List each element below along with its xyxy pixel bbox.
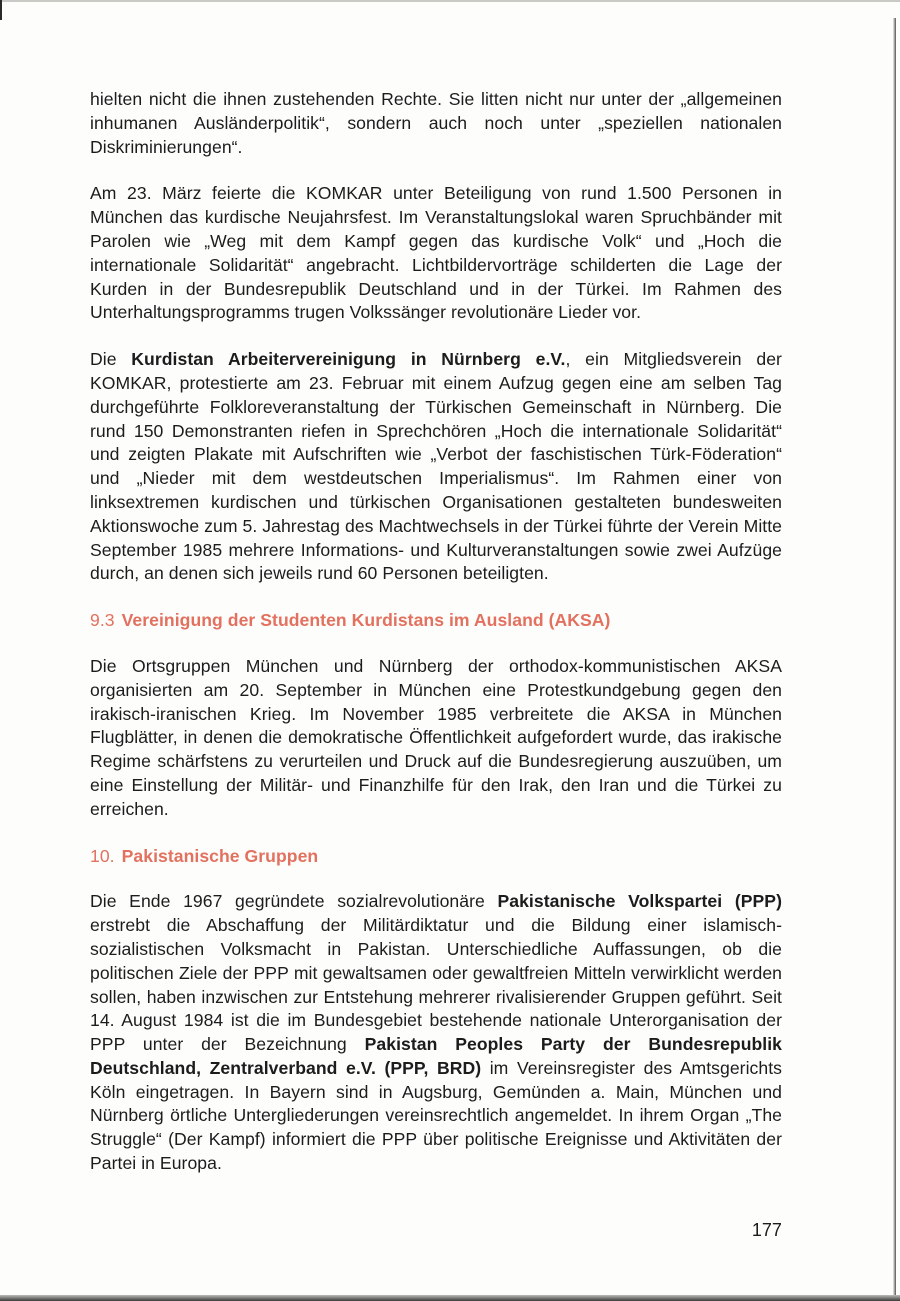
paragraph-text: Am 23. März feierte die KOMKAR unter Beteiligung von rund 1.500 Personen in München das kurdische Neujahrsfest. Im Veranstaltungslokal waren Spruchbänder mit Parolen wie „Weg mit dem Kampf gegen das kurdische Volk“ und „Hoch die internationale Solidarität“ angebracht. Lichtbildervorträge schilderten die Lage der Kurden in der Bundesrepublik Deutschland und in der Türkei. Im Rahmen des Unterhaltungsprogramms trugen Volkssänger revolutionäre Lieder vor. [90, 183, 782, 323]
paragraph-text: erstrebt die Abschaffung der Militärdiktatur und die Bildung einer islamisch-sozialistischen Volksmacht in Pakistan. Unterschiedliche Auffassungen, ob die politischen Ziele der PPP mit gewaltsamen oder gewaltfreien Mitteln verwirklicht werden sollen, haben inzwischen zur Entstehung mehrerer rivalisierender Gruppen geführt. Seit 14. August 1984 ist die im Bundesgebiet bestehende nationale Unterorganisation der PPP unter der Bezeichnung [90, 915, 782, 1055]
paragraph-text-intro: Die [90, 349, 132, 370]
organization-name-bold: Pakistan Peoples Party der Bundesrepublik Deutschland, Zentralverband e.V. (PPP, BRD) [90, 1034, 782, 1078]
page-edge-right [893, 18, 896, 1301]
paragraph-aksa [90, 655, 782, 822]
section-number: 9.3 [90, 610, 115, 631]
organization-name-bold: Pakistanische Volkspartei (PPP) [497, 891, 782, 912]
paragraph-text: hielten nicht die ihnen zustehenden Rechte. Sie litten nicht nur unter der „allgemeinen inhumanen Ausländerpolitik“, sondern auch noch unter „speziellen nationalen Diskriminierungen“. [90, 89, 782, 157]
page-edge-top [0, 0, 900, 2]
page-content [90, 88, 782, 1199]
paragraph-text: Die Ende 1967 gegründete sozialrevolutionäre [90, 891, 498, 912]
paragraph-text: im Vereinsregister des Amtsgerichts Köln eingetragen. In Bayern sind in Augsburg, Gemünden a. Main, München und Nürnberg örtliche Untergliederungen vereinsrechtlich angemeldet. In ihrem Organ „The Struggle“ (Der Kampf) informiert die PPP über politische Ereignisse und Aktivitäten der Partei in Europa. [90, 1057, 783, 1174]
paragraph-ppp [90, 890, 782, 1176]
paragraph-text: Die Ortsgruppen München und Nürnberg der orthodox-kommunistischen AKSA organisierten am 20. September in München eine Protestkundgebung gegen den irakisch-iranischen Krieg. Im November 1985 verbreitete die AKSA in München Flugblätter, in denen die demokratische Öffentlichkeit aufgefordert wurde, das irakische Regime schärfstens zu verurteilen und Druck auf die Bundesregierung auszuüben, um eine Einstellung der Militär- und Finanzhilfe für den Irak, den Iran und die Türkei zu erreichen. [90, 655, 782, 819]
section-number: 10. [90, 845, 115, 866]
page-edge-bottom [0, 1295, 900, 1301]
paragraph-text-rest: , ein Mitgliedsverein der KOMKAR, protestierte am 23. Februar mit einem Aufzug gegen eine am selben Tag durchgeführte Folkloreveranstaltung der Türkischen Gemeinschaft in Nürnberg. Die rund 150 Demonstranten riefen in Sprechchören „Hoch die internationale Solidarität“ und zeigten Plakate mit Aufschriften wie „Verbot der faschistischen Türk-Föderation“ und „Nieder mit dem westdeutschen Imperialismus“. Im Rahmen einer von linksextremen kurdischen und türkischen Organisationen gestalteten bundesweiten Aktionswoche zum 5. Jahrestag des Machtwechsels in der Türkei führte der Verein Mitte September 1985 mehrere Informations- und Kulturveranstaltungen sowie zwei Aufzüge durch, an denen sich jeweils rund 60 Personen beteiligten. [90, 349, 782, 584]
section-title: Vereinigung der Studenten Kurdistans im Ausland (AKSA) [121, 610, 611, 631]
paragraph-komkar-newyear [90, 182, 782, 325]
section-title: Pakistanische Gruppen [121, 845, 319, 866]
section-heading-9-3 [90, 609, 782, 633]
section-heading-10 [90, 845, 782, 869]
organization-name-bold: Kurdistan Arbeitervereinigung in Nürnberg e.V. [131, 349, 566, 370]
paragraph-continuation [90, 88, 782, 159]
paragraph-kurdistan-arbeitervereinigung [90, 348, 782, 586]
page-number: 177 [751, 1220, 782, 1240]
page-edge-left [0, 0, 2, 20]
